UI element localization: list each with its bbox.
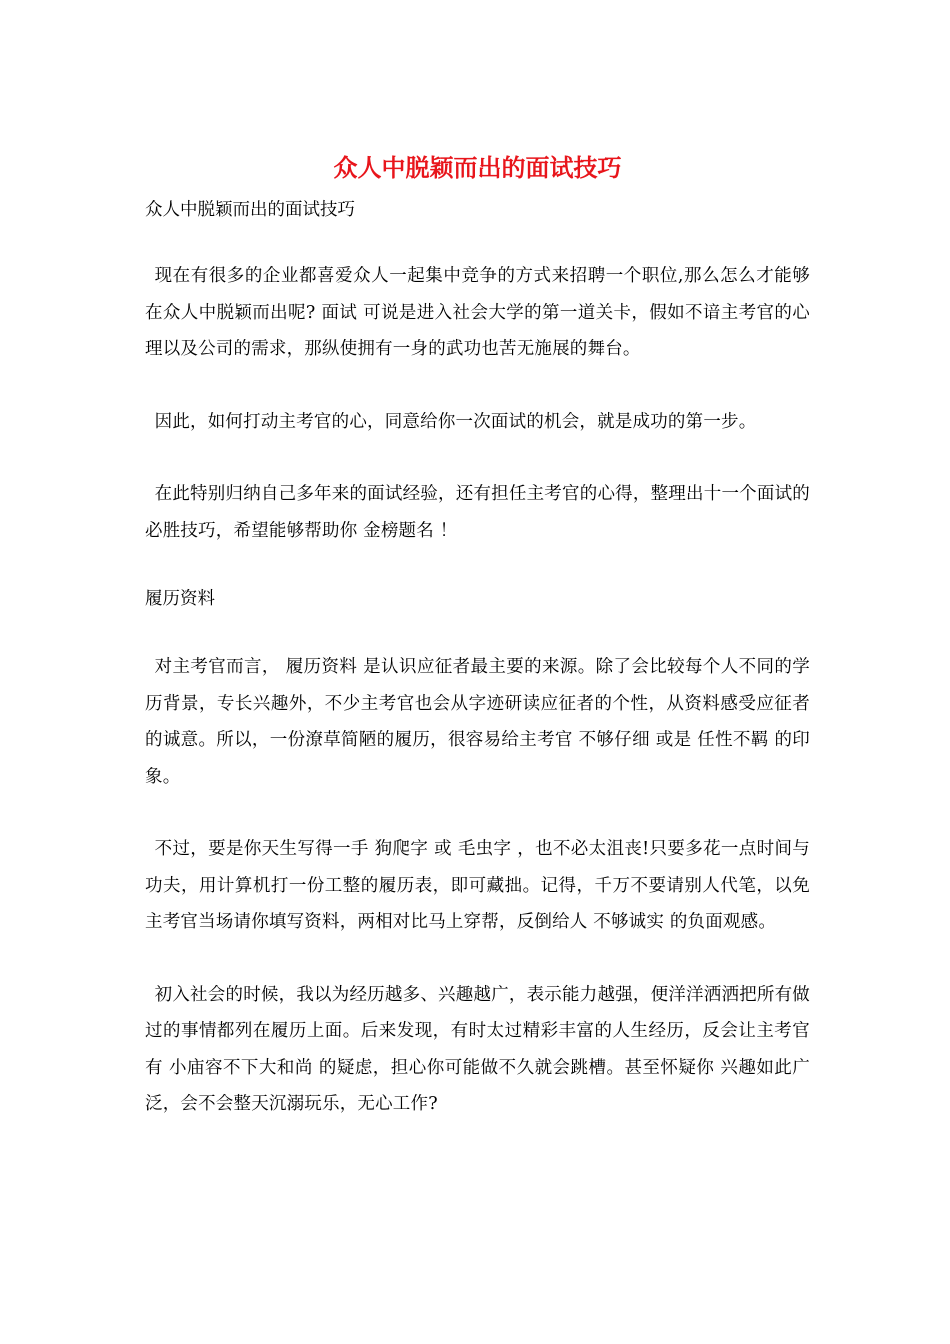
intro-paragraph-3: 在此特别归纳自己多年来的面试经验，还有担任主考官的心得，整理出十一个面试的必胜技巧，希望能够帮助你 金榜题名 ！ bbox=[145, 484, 810, 541]
section-paragraph-3: 初入社会的时候，我以为经历越多、兴趣越广，表示能力越强，便洋洋洒洒把所有做过的事情都列在履历上面。后来发现，有时太过精彩丰富的人生经历，反会让主考官有 小庙容不下大和尚 的疑虑，担心你可能做不久就会跳槽。甚至怀疑你 兴趣如此广泛，会不会整天沉溺玩乐，无心工作? bbox=[145, 984, 810, 1114]
section-heading-resume: 履历资料 bbox=[145, 589, 215, 609]
intro-paragraph-2: 因此，如何打动主考官的心，同意给你一次面试的机会，就是成功的第一步。 bbox=[154, 411, 757, 432]
intro-paragraph-1: 现在有很多的企业都喜爱众人一起集中竞争的方式来招聘一个职位,那么怎么才能够在众人中脱颖而出呢? 面试 可说是进入社会大学的第一道关卡，假如不谙主考官的心理以及公司的需求，那纵使拥有一身的武功也苦无施展的舞台。 bbox=[145, 266, 810, 359]
document-page bbox=[145, 148, 810, 1123]
document-subtitle: 众人中脱颖而出的面试技巧 bbox=[145, 200, 355, 220]
document-title: 众人中脱颖而出的面试技巧 bbox=[333, 154, 622, 182]
section-paragraph-1: 对主考官而言， 履历资料 是认识应征者最主要的来源。除了会比较每个人不同的学历背景，专长兴趣外，不少主考官也会从字迹研读应征者的个性，从资料感受应征者的诚意。所以，一份潦草简陋的履历，很容易给主考官 不够仔细 或是 任性不羁 的印象。 bbox=[145, 657, 810, 787]
section-paragraph-2: 不过，要是你天生写得一手 狗爬字 或 毛虫字 ，也不必太沮丧!只要多花一点时间与功夫，用计算机打一份工整的履历表，即可藏拙。记得，千万不要请别人代笔，以免主考官当场请你填写资料，两相对比马上穿帮，反倒给人 不够诚实 的负面观感。 bbox=[145, 839, 810, 932]
